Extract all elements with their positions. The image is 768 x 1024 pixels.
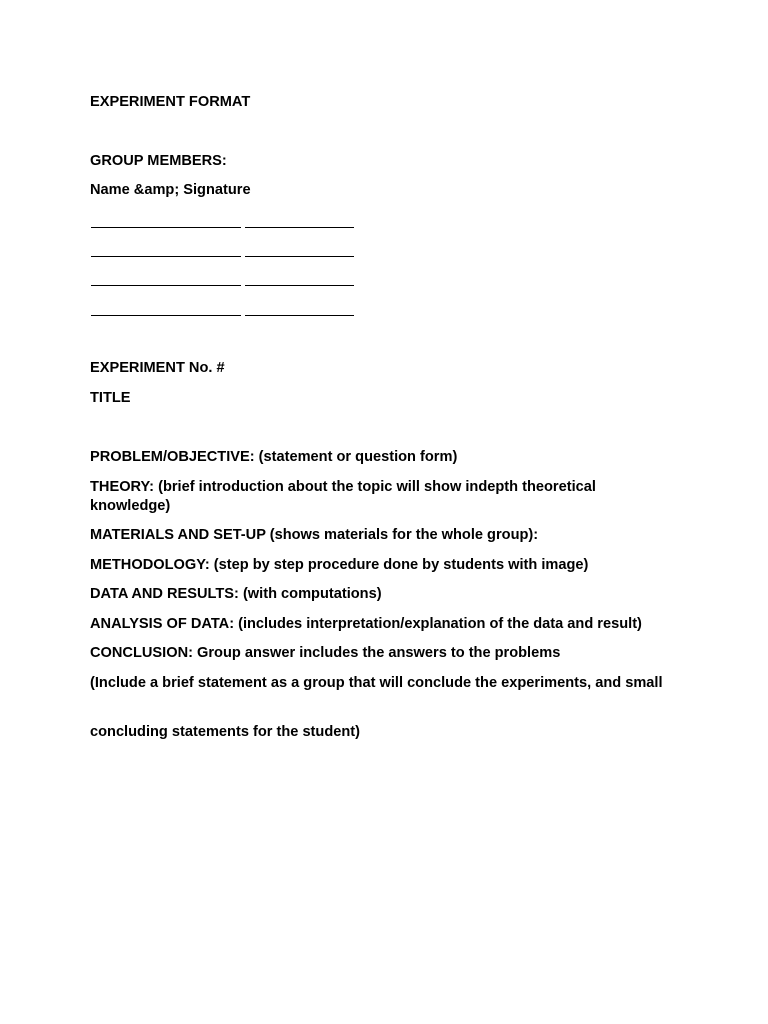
name-blank-line <box>91 256 241 257</box>
data-results-section: DATA AND RESULTS: (with computations) <box>90 586 382 602</box>
signature-blank-line <box>245 315 354 316</box>
experiment-number: EXPERIMENT No. # <box>90 360 225 376</box>
name-blank-line <box>91 227 241 228</box>
conclusion-note-line: (Include a brief statement as a group that will conclude the experiments, and small <box>90 675 663 691</box>
document-page <box>90 0 680 1024</box>
signature-row <box>90 218 360 228</box>
materials-section: MATERIALS AND SET-UP (shows materials for the whole group): <box>90 527 539 543</box>
title-label: TITLE <box>90 390 131 406</box>
name-blank-line <box>91 285 241 286</box>
signature-row <box>90 247 360 257</box>
document-title: EXPERIMENT FORMAT <box>90 94 251 110</box>
signature-row <box>90 306 360 316</box>
conclusion-note-continued: concluding statements for the student) <box>90 724 360 740</box>
group-members-label: GROUP MEMBERS: <box>90 153 227 169</box>
signature-row <box>90 276 360 286</box>
methodology-section: METHODOLOGY: (step by step procedure done by students with image) <box>90 557 589 573</box>
problem-objective-section: PROBLEM/OBJECTIVE: (statement or question form) <box>90 449 458 465</box>
conclusion-section: CONCLUSION: Group answer includes the answers to the problems <box>90 645 561 661</box>
analysis-section: ANALYSIS OF DATA: (includes interpretation/explanation of the data and result) <box>90 616 642 632</box>
theory-section: THEORY: (brief introduction about the topic will show indepth theoretical knowledge) <box>90 479 596 514</box>
name-signature-label: Name &amp; Signature <box>90 182 251 198</box>
name-blank-line <box>91 315 241 316</box>
signature-blank-line <box>245 227 354 228</box>
signature-blank-line <box>245 285 354 286</box>
signature-blank-line <box>245 256 354 257</box>
